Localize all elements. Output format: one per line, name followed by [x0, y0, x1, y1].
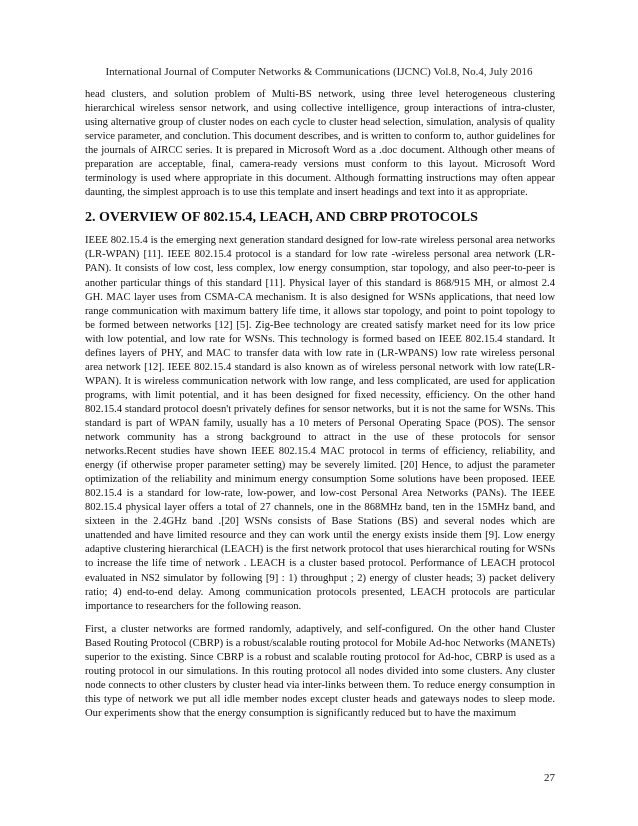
- section-paragraph: IEEE 802.15.4 is the emerging next generation standard designed for low-rate wireless personal area networks (LR-WPAN) [11]. IEEE 802.15.4 protocol is a standard for low rate -wireless personal area network (LR-PAN). It consists of low cost, less complex, low energy consumption, star topology, and also peer-to-peer is another particular things of this standard [11]. Physical layer of this standard is 868/915 MH, or almost 2.4 GH. MAC layer uses from CSMA-CA mechanism. It is also designed for WSNs applications, that need low range communication with maximum battery life time, it allows star topology, and point to point topology to be formed between networks [12] [5]. Zig-Bee technology are created satisfy market need for its low price with low potential, and low rate for WSNs. This technology is formed based on IEEE 802.15.4 standard. It defines layers of PHY, and MAC to transfer data with low rate in (LR-WPANS) low rate wireless personal area network [12]. IEEE 802.15.4 standard is also known as of wireless personal network with low rate(LR-WPAN). It is wireless communication network with low range, and less complicated, are used for application programs, with limit potential, and it has been designed for fixed necessity, efficiency. On the other hand 802.15.4 standard protocol doesn't privately defines for sensor networks, but it is not the same for WSNs. This standard is part of WPAN family, usually has a 10 meters of Personal Operating Space (POS). The sensor network community has a strong background to attract in the use of these protocols for sensor networks.Recent studies have shown IEEE 802.15.4 MAC protocol in terms of efficiency, reliability, and energy (if otherwise proper parameter setting) may be severely limited. [20] Hence, to adjust the parameter optimization of the reliability and minimum energy consumption Some solutions have been proposed. IEEE 802.15.4 is a standard for low-rate, low-power, and low-cost Personal Area Networks (PANs). The IEEE 802.15.4 physical layer offers a total of 27 channels, one in the 868MHz band, ten in the 15MHz band, and sixteen in the 2.4GHz band .[20] WSNs consists of Base Stations (BS) and several nodes which are unattended and have limited resource and they can work until the energy exists inside them [9]. Low energy adaptive clustering hierarchical (LEACH) is the first network protocol that uses hierarchical routing for WSNs to increase the life time of network . LEACH is a cluster based protocol. Performance of LEACH protocol evaluated in NS2 simulator by following [9] : 1) throughput ; 2) energy of cluster heads; 3) packet delivery ratio; 4) end-to-end delay. Among communication protocols presented, LEACH protocols are particular importance to researchers for the following reason.: [85, 235, 555, 612]
- running-header: International Journal of Computer Networks & Communications (IJCNC) Vol.8, No.4, July 2016: [105, 66, 533, 78]
- intro-paragraph: head clusters, and solution problem of Multi-BS network, using three level heterogeneous clustering hierarchical wireless sensor network, and using collective intelligence, group interactions of intra-cluster, using alternative group of cluster nodes on each cycle to cluster head selection, simulation, analysis of quality service parameter, and conclution. This document describes, and is written to conform to, author guidelines for the journals of AIRCC series. It is prepared in Microsoft Word as a .doc document. Although other means of preparation are acceptable, final, camera-ready versions must conform to this layout. Microsoft Word terminology is used where appropriate in this document. Although formatting instructions may often appear daunting, the simplest approach is to use this template and insert headings and text into it as appropriate.: [85, 89, 555, 199]
- page-number: 27: [544, 772, 555, 784]
- section-heading: 2. OVERVIEW OF 802.15.4, LEACH, AND CBRP PROTOCOLS: [85, 210, 478, 226]
- section-paragraph: First, a cluster networks are formed randomly, adaptively, and self-configured. On the other hand Cluster Based Routing Protocol (CBRP) is a robust/scalable routing protocol for Mobile Ad-hoc Networks (MANETs) superior to the existing. Since CBRP is a robust and scalable routing protocol for Ad-hoc, CBRP is used as a routing protocol in our simulations. In this routing protocol all nodes divided into some clusters. Any cluster node connects to other clusters by cluster head via inter-links between them. To reduce energy consumption in this type of network we put all idle member nodes except cluster heads and gateways nodes to sleep mode. Our experiments show that the energy consumption is significantly reduced but to have the maximum: [85, 623, 555, 719]
- body-column: [85, 88, 555, 730]
